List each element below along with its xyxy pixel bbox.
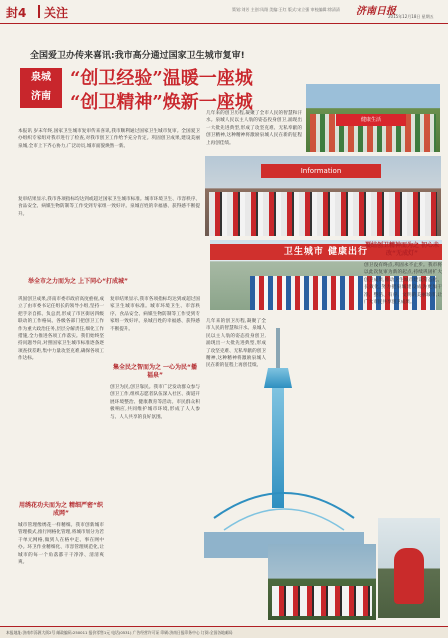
editor-credits: 策划:刘芳 主创:凤翔 美编:王红 版式:宋立强 审校编辑:徐清清 — [232, 7, 340, 12]
subheading-3: 集全民之智而为之 一心为民“播福泉” — [112, 364, 198, 379]
section-number: 封4 — [6, 6, 27, 20]
participants — [209, 192, 437, 236]
volunteer-group-photo — [306, 84, 440, 152]
article-column-2: 城市管理像绣花一样精细。我市创新城市管理模式,推行网格化管理,将城市划分为若干单元网格,做到人在格中走、事在网中办。环卫作业精细化、市容管理规范化,让城市的每一个角落都干干净净、清清爽爽。 — [18, 523, 104, 566]
photo-sign-3: 卫生城市 健康出行 — [210, 244, 442, 260]
subheading-4: 凝结创卫精神而为之 初心未改“无成灯” — [364, 242, 440, 257]
volunteer — [394, 548, 424, 604]
intro-side-paragraph: 几年来的创卫历程,凝聚了全市人民的智慧和汗水。泉城人民以主人翁的姿态投身创卫,涌现出一大批先进典型,形成了攻坚克难、无私奉献的创卫精神,这种精神将激励泉城人民在新的征程上再创佳绩。 — [206, 111, 302, 146]
headline-title-2: “创卫精神”焕新一座城 — [70, 92, 253, 113]
headline-kicker: 全国爱卫办传来喜讯:我市高分通过国家卫生城市复审! — [30, 51, 245, 61]
intro-paragraph-2: 复审结果显示,我市各项指标均达到或超过国家卫生城市标准。城市环境卫生、市容秩序、食品安全、病媒生物防制等工作受到专家组一致好评。泉城百姓的幸福感、获得感不断提升。 — [18, 197, 200, 217]
section-divider — [38, 5, 40, 18]
activity-photo — [205, 156, 441, 236]
badge-line-2: 济南 — [31, 91, 51, 102]
section-header — [0, 0, 448, 24]
city-badge — [20, 68, 62, 108]
article-column-1b: 复审结果显示,我市各项指标均达到或超过国家卫生城市标准。城市环境卫生、市容秩序、食品安全、病媒生物防制等工作受到专家组一致好评。泉城百姓的幸福感、获得感不断提升。 — [110, 297, 200, 332]
article-column-3: 创卫为民,创卫靠民。我市广泛发动群众参与创卫工作,组织志愿者队伍深入社区、街道开展环境整治、健康教育等活动。市民群众积极响应,共同维护城市环境,形成了人人参与、人人共享的良好氛围。 — [110, 385, 200, 420]
photo-banner-2: Information — [261, 164, 381, 178]
masthead-logo: 济南日报 — [356, 6, 396, 17]
article-column-4: 创卫没有终点,巩固永不止步。我市将以此次复审为新的起点,持续巩固扩大创卫成果,推动卫生城市建设常态化、长效化,努力把泉城建设成为更加干净、整洁、有序、文明的美丽城市,让广大市民共享创卫成果。 — [364, 263, 442, 306]
volunteer-portrait-photo — [378, 518, 440, 618]
residents — [272, 586, 372, 616]
section-name: 关注 — [44, 6, 69, 20]
article-column-5: 几年来的创卫历程,凝聚了全市人民的智慧和汗水。泉城人民以主人翁的姿态投身创卫,涌现出一大批先进典型,形成了攻坚克难、无私奉献的创卫精神,这种精神将激励泉城人民在新的征程上再创佳绩。 — [206, 319, 266, 369]
subheading-2: 用绣花功夫而为之 精细严密“织成网” — [18, 502, 104, 517]
article-column-1: 巩固创卫成果,济南市委市政府高度重视,成立了由市委书记任组长的领导小组,坚持一把手亲自抓、负总责,形成了市区街居四级联动的工作格局。各级各部门把创卫工作作为重大政治任务,层层分解责任,细化工作措施,全力推进各项工作落实。我们始终坚持问题导向,对照国家卫生城市标准逐条逐项查找差距,集中力量攻坚克难,确保各项工作达标。 — [18, 297, 104, 362]
issue-date: 2015年12月18日 星期五 — [388, 14, 434, 19]
subheading-1: 举全市之力而为之 上下同心“打成城” — [28, 278, 128, 285]
page-footer: 本报地址:济南市泺源大街2号 邮政编码:250011 报价零售1元 电话(0531) 广告经营许可证 印刷:济南日报印务中心 订阅:全国各地邮局 — [0, 626, 448, 638]
city-photo — [268, 544, 376, 620]
photo-banner-1: 健康生活 — [336, 114, 406, 126]
headline-title-1: “创卫经验”温暖一座城 — [70, 68, 253, 89]
intro-paragraph: 本报讯 岁末年终,国家卫生城市复审传来喜讯,我市顺利通过国家卫生城市复审。全国爱卫办组织专家组对我市进行了检查,对我市创卫工作给予充分肯定。巩固创卫成果,建设美丽泉城,全市上下齐心协力,广泛动员,城市面貌焕然一新。 — [18, 129, 200, 149]
badge-line-1: 泉城 — [31, 72, 51, 83]
